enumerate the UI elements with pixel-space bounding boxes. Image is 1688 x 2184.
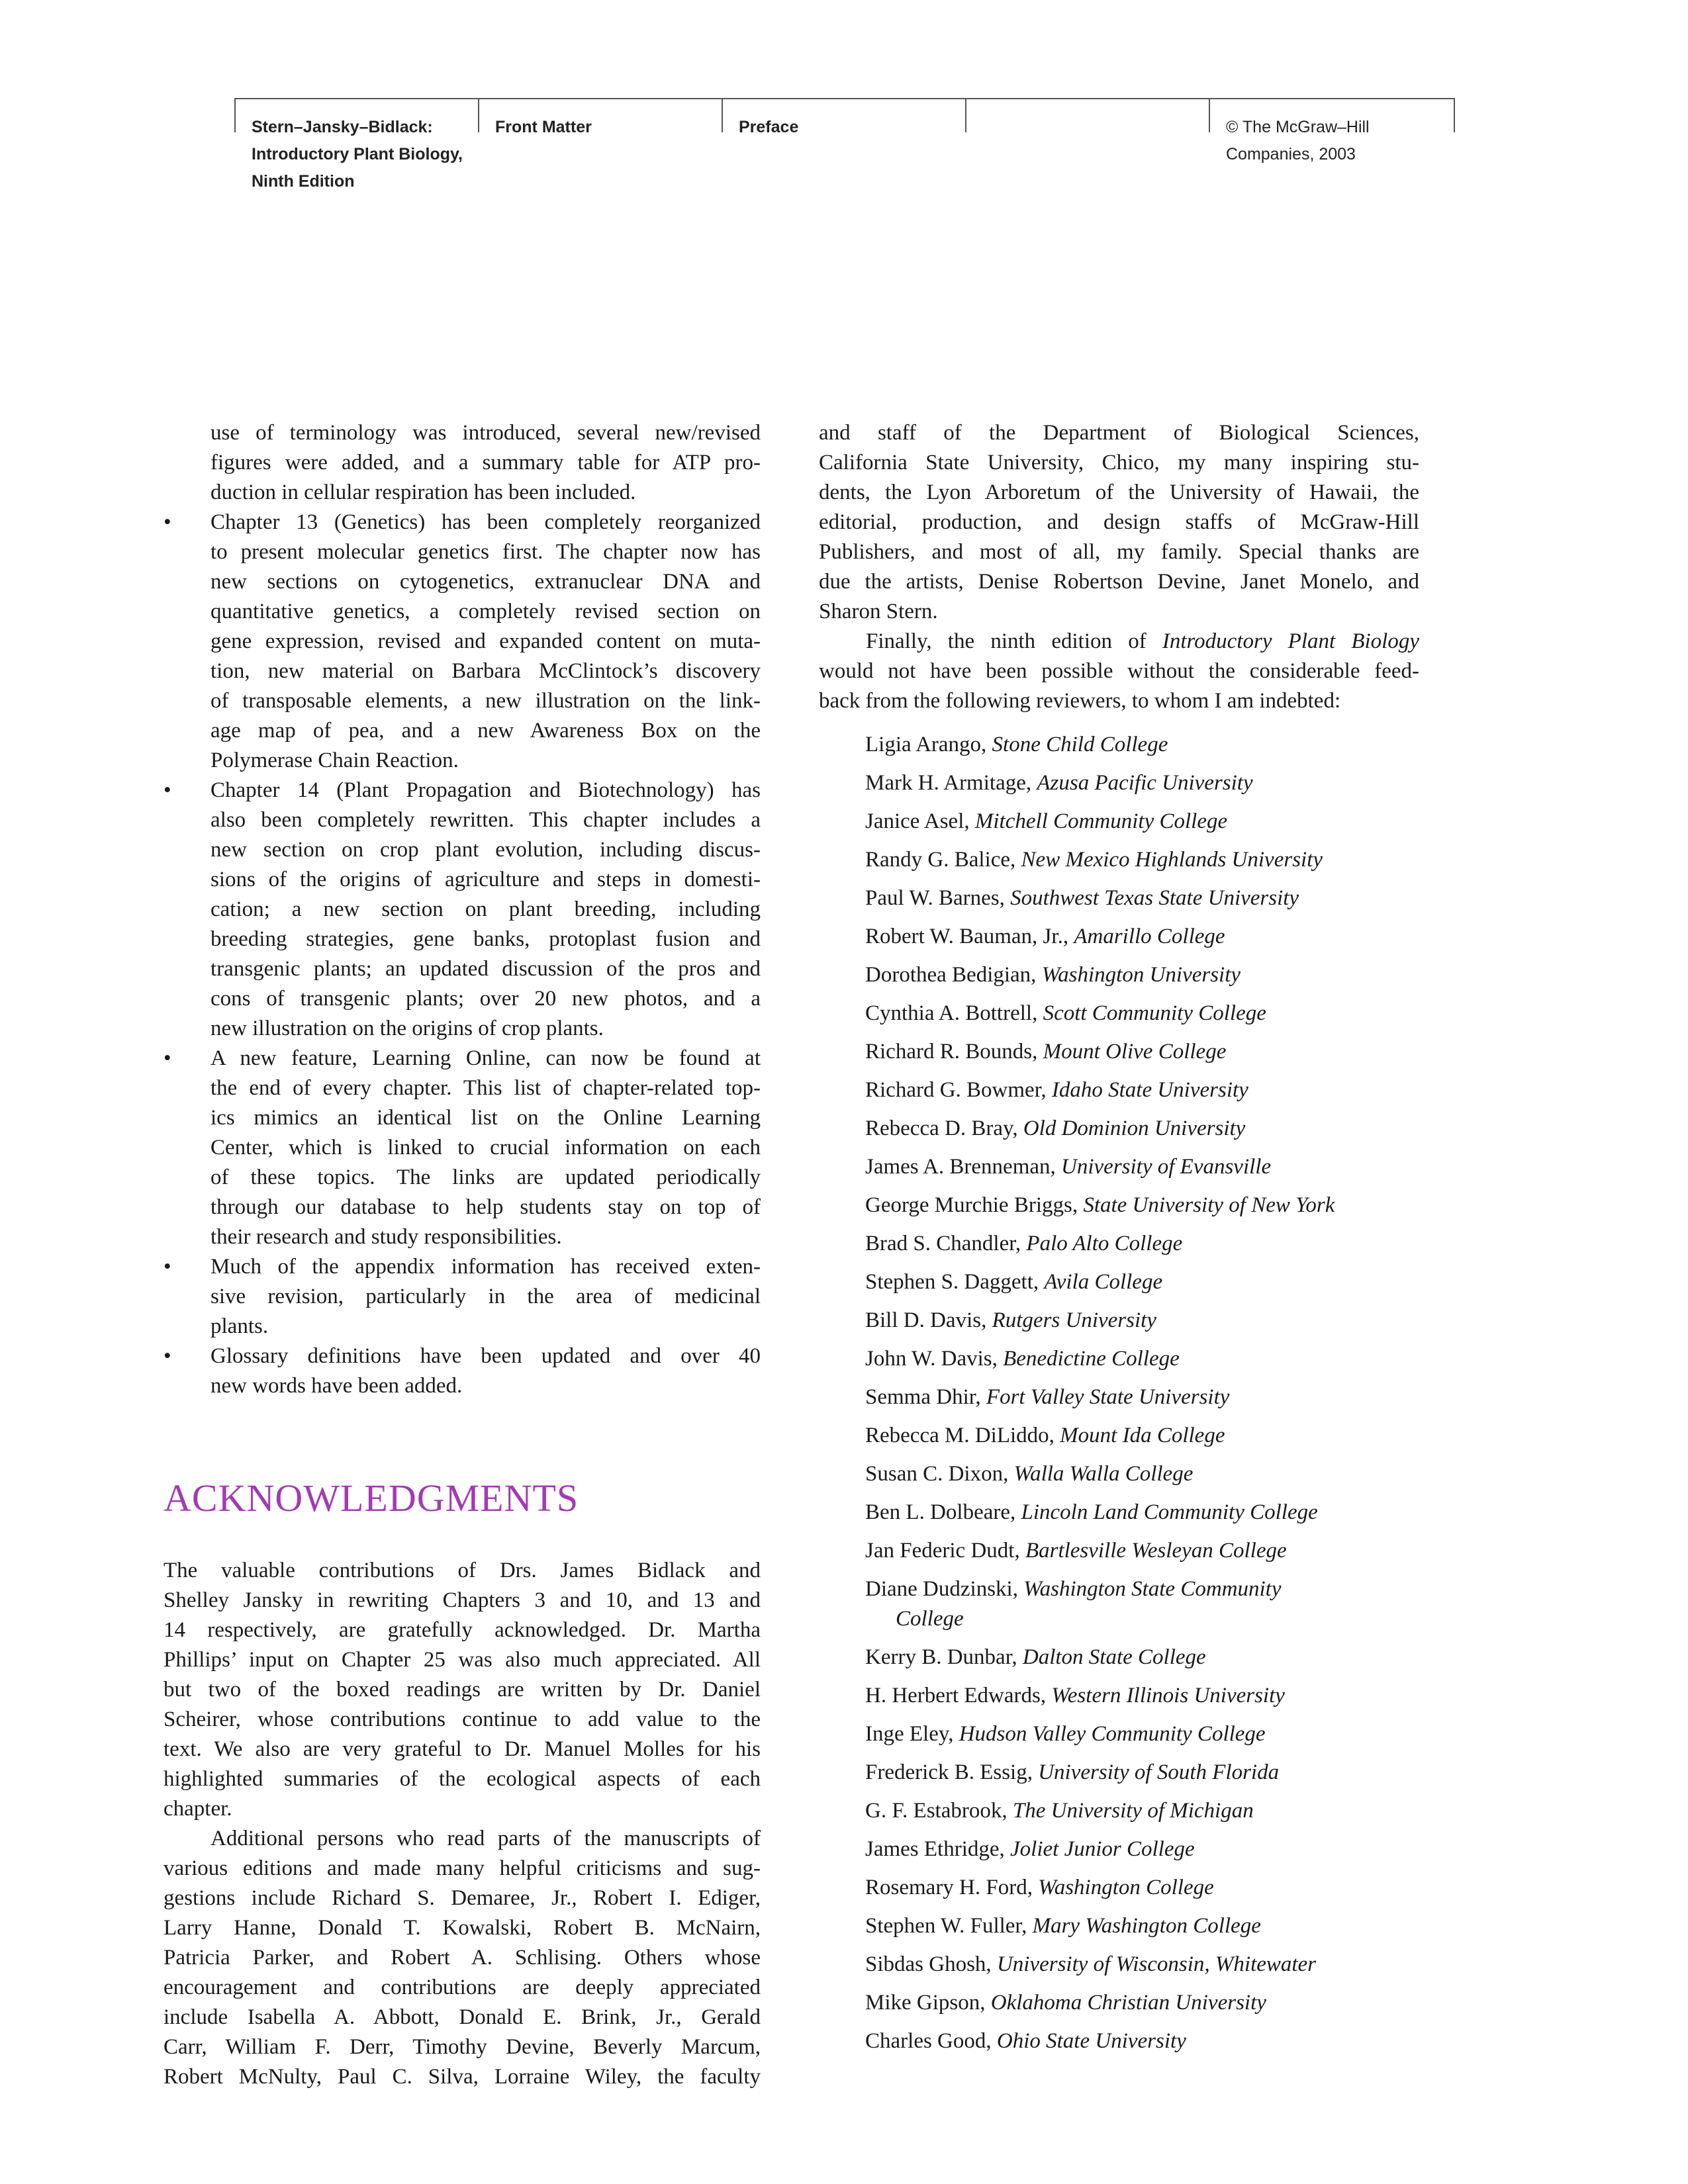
text-line: gestions include Richard S. Demaree, Jr., Robert I. Ediger, (164, 1886, 761, 1910)
reviewer-entry (865, 884, 1419, 913)
reviewer-entry (865, 845, 1419, 875)
bullet-icon: • (164, 510, 171, 534)
text-line: their research and study responsibilities. (211, 1225, 562, 1249)
text-line: through our database to help students stay on top of (211, 1195, 761, 1219)
reviewer-name: Semma Dhir, (865, 1385, 986, 1409)
text-line: The valuable contributions of Drs. James Bidlack and (164, 1559, 761, 1582)
text-line: new section on crop plant evolution, including discus- (211, 838, 761, 862)
bullet-item (164, 776, 761, 1044)
text-line: 14 respectively, are gratefully acknowledged. Dr. Martha (164, 1618, 761, 1642)
header-divider (965, 99, 966, 132)
reviewer-name: Paul W. Barnes, (865, 886, 1011, 910)
reviewer-entry (865, 1643, 1419, 1672)
reviewer-name: Brad S. Chandler, (865, 1232, 1027, 1255)
reviewer-name: Ligia Arango, (865, 733, 992, 756)
header-section (495, 114, 592, 141)
acknowledgments-paragraph (164, 1556, 761, 1824)
reviewer-entry (865, 1152, 1419, 1182)
reviewer-entry (865, 807, 1419, 837)
text-line: Much of the appendix information has received exten- (211, 1255, 761, 1279)
reviewer-institution: University of South Florida (1038, 1760, 1280, 1784)
reviewer-institution: University of Wisconsin, Whitewater (996, 1952, 1317, 1976)
reviewer-entry (865, 1037, 1419, 1067)
header-divider (478, 99, 479, 132)
text-line: A new feature, Learning Online, can now be found at (211, 1046, 761, 1070)
reviewer-entry (865, 1719, 1419, 1749)
header-divider (1209, 99, 1210, 132)
text-line: Glossary definitions have been updated and over 40 (211, 1344, 761, 1368)
text-line: Scheirer, whose contributions continue to add value to the (164, 1707, 761, 1731)
reviewer-institution: University of Evansville (1061, 1155, 1272, 1179)
reviewer-list (819, 730, 1419, 2056)
reviewer-institution: Palo Alto College (1026, 1232, 1183, 1255)
reviewer-entry (865, 1536, 1419, 1566)
text-line: quantitative genetics, a completely revised section on (211, 600, 761, 623)
reviewer-entry (865, 1574, 1419, 1634)
text-line: Larry Hanne, Donald T. Kowalski, Robert B. McNairn, (164, 1916, 761, 1940)
text-line: Chapter 13 (Genetics) has been completely reorganized (211, 510, 761, 534)
reviewer-institution: Washington University (1041, 963, 1241, 987)
bullet-icon: • (164, 1255, 171, 1279)
text-line: Chapter 14 (Plant Propagation and Biotechnology) has (211, 778, 761, 802)
text-line: back from the following reviewers, to whom I am indebted: (819, 689, 1341, 713)
reviewer-institution: Mary Washington College (1032, 1914, 1261, 1938)
reviewer-name: Rosemary H. Ford, (865, 1876, 1039, 1899)
text-line: Phillips’ input on Chapter 25 was also much appreciated. All (164, 1648, 761, 1672)
reviewer-entry (865, 1421, 1419, 1451)
reviewer-institution: Washington College (1038, 1876, 1214, 1899)
reviewer-entry (865, 2026, 1419, 2056)
reviewer-name: Inge Eley, (865, 1722, 959, 1746)
reviewer-institution: Avila College (1044, 1270, 1163, 1294)
header-book-line: Stern–Jansky–Bidlack: (252, 118, 433, 136)
reviewer-name: Charles Good, (865, 2029, 997, 2053)
reviewer-entry (865, 1383, 1419, 1412)
reviewer-name: H. Herbert Edwards, (865, 1684, 1052, 1707)
text-line: sive revision, particularly in the area of medicinal (211, 1285, 761, 1308)
reviewer-name: Mark H. Armitage, (865, 771, 1037, 795)
text-line: sions of the origins of agriculture and steps in domesti- (211, 868, 761, 891)
text-line: breeding strategies, gene banks, protoplast fusion and (211, 927, 761, 951)
reviewer-institution: State University of New York (1083, 1193, 1335, 1217)
text-line: use of terminology was introduced, several new/revised (211, 421, 761, 445)
reviewer-institution: Oklahoma Christian University (990, 1991, 1266, 2015)
text-line: text. We also are very grateful to Dr. Manuel Molles for his (164, 1737, 761, 1761)
reviewer-name: Mike Gipson, (865, 1991, 991, 2015)
reviewer-institution: Amarillo College (1074, 925, 1225, 948)
text-line: the end of every chapter. This list of chapter-related top- (211, 1076, 761, 1100)
bullet-text (211, 776, 761, 1044)
reviewer-entry (865, 1988, 1419, 2018)
reviewer-institution: Lincoln Land Community College (1021, 1500, 1318, 1524)
reviewers-intro-paragraph (819, 627, 1419, 716)
reviewer-name: Janice Asel, (865, 809, 975, 833)
text-line: Additional persons who read parts of the manuscripts of (211, 1827, 761, 1850)
reviewer-institution: Scott Community College (1043, 1001, 1266, 1025)
text-line: various editions and made many helpful criticisms and sug- (164, 1856, 761, 1880)
reviewer-name: Sibdas Ghosh, (865, 1952, 997, 1976)
text-line: but two of the boxed readings are written by Dr. Daniel (164, 1678, 761, 1702)
bullet-icon: • (164, 1344, 171, 1368)
reviewer-entry (865, 922, 1419, 952)
reviewer-institution: Mount Ida College (1060, 1424, 1225, 1447)
reviewer-name: Robert W. Bauman, Jr., (865, 925, 1074, 948)
bullet-text (211, 1044, 761, 1252)
reviewer-name: Jan Federic Dudt, (865, 1539, 1025, 1563)
reviewer-institution: Mount Olive College (1043, 1040, 1227, 1064)
reviewer-name: Richard G. Bowmer, (865, 1078, 1052, 1102)
text-line: due the artists, Denise Robertson Devine, Janet Monelo, and (819, 570, 1419, 594)
reviewer-institution: Mitchell Community College (974, 809, 1228, 833)
reviewer-name: Susan C. Dixon, (865, 1462, 1014, 1486)
text-line: age map of pea, and a new Awareness Box on the (211, 719, 761, 743)
text-line: cation; a new section on plant breeding, including (211, 897, 761, 921)
reviewer-name: Stephen W. Fuller, (865, 1914, 1033, 1938)
reviewer-name: Richard R. Bounds, (865, 1040, 1043, 1064)
bullet-item (164, 1342, 761, 1401)
reviewer-institution: Joliet Junior College (1010, 1837, 1195, 1861)
text-line: plants. (211, 1314, 269, 1338)
bullet-item (164, 1044, 761, 1252)
reviewer-entry (865, 1306, 1419, 1336)
book-title: Introductory Plant Biology (1162, 629, 1419, 653)
reviewer-institution: Western Illinois University (1051, 1684, 1285, 1707)
reviewer-institution: Idaho State University (1051, 1078, 1248, 1102)
reviewer-institution: Bartlesville Wesleyan College (1025, 1539, 1287, 1563)
text-line: figures were added, and a summary table for ATP pro- (211, 451, 761, 475)
text-line: gene expression, revised and expanded content on muta- (211, 629, 761, 653)
text-line: new illustration on the origins of crop plants. (211, 1017, 604, 1040)
reviewer-entry (865, 768, 1419, 798)
reviewer-institution: Stone Child College (992, 733, 1168, 756)
acknowledgments-paragraph (164, 1824, 761, 2092)
reviewer-entry (865, 1950, 1419, 1979)
header-chapter-label: Preface (739, 118, 799, 136)
reviewer-name: Kerry B. Dunbar, (865, 1645, 1023, 1669)
text-line: chapter. (164, 1797, 232, 1821)
text-line: California State University, Chico, my many inspiring stu- (819, 451, 1419, 475)
reviewer-entry (865, 1681, 1419, 1711)
reviewer-entry (865, 1114, 1419, 1144)
header-chapter (739, 114, 798, 141)
text-line: Carr, William F. Derr, Timothy Devine, Beverly Marcum, (164, 2035, 761, 2059)
text-line: and staff of the Department of Biological Sciences, (819, 421, 1419, 445)
text-line: Publishers, and most of all, my family. Special thanks are (819, 540, 1419, 564)
header-section-label: Front Matter (495, 118, 592, 136)
text-line: would not have been possible without the considerable feed- (819, 659, 1419, 683)
text-line (819, 627, 1419, 657)
text-line: Center, which is linked to crucial information on each (211, 1136, 761, 1160)
reviewer-name: Stephen S. Daggett, (865, 1270, 1045, 1294)
reviewer-name: Rebecca D. Bray, (865, 1116, 1023, 1140)
text-line: cons of transgenic plants; over 20 new photos, and a (211, 987, 761, 1011)
text-line: duction in cellular respiration has been included. (211, 480, 636, 504)
reviewer-entry (865, 1796, 1419, 1826)
reviewer-name: Diane Dudzinski, (865, 1577, 1024, 1601)
reviewer-name: Frederick B. Essig, (865, 1760, 1039, 1784)
running-header (234, 98, 1455, 191)
acknowledgments-heading: ACKNOWLEDGMENTS (164, 1477, 579, 1520)
bullet-item (164, 1252, 761, 1342)
acknowledgments-paragraph (819, 418, 1419, 627)
text-line: of these topics. The links are updated periodically (211, 1165, 761, 1189)
reviewer-entry (865, 1075, 1419, 1105)
text-line: also been completely rewritten. This chapter includes a (211, 808, 761, 832)
reviewer-entry (865, 730, 1419, 760)
text-line: Sharon Stern. (819, 600, 938, 623)
reviewer-name: George Murchie Briggs, (865, 1193, 1084, 1217)
reviewer-institution: The University of Michigan (1012, 1799, 1254, 1823)
reviewer-name: John W. Davis, (865, 1347, 1004, 1371)
text-line: ics mimics an identical list on the Online Learning (211, 1106, 761, 1130)
text-line: transgenic plants; an updated discussion of the pros and (211, 957, 761, 981)
reviewer-entry (865, 1873, 1419, 1903)
header-book-line: Ninth Edition (252, 172, 355, 191)
reviewer-institution: Ohio State University (996, 2029, 1186, 2053)
left-column (164, 418, 761, 2092)
reviewer-institution: Rutgers University (992, 1308, 1156, 1332)
reviewer-institution: Benedictine College (1003, 1347, 1180, 1371)
text-line: new sections on cytogenetics, extranuclear DNA and (211, 570, 761, 594)
reviewer-entry (865, 1267, 1419, 1297)
reviewer-entry (865, 1229, 1419, 1259)
text-line: new words have been added. (211, 1374, 463, 1398)
reviewer-institution-continuation: College (896, 1607, 964, 1631)
reviewer-entry (865, 1758, 1419, 1788)
reviewer-name: Randy G. Balice, (865, 848, 1021, 872)
reviewer-entry (865, 960, 1419, 990)
header-divider (722, 99, 723, 132)
text-line: Shelley Jansky in rewriting Chapters 3 and 10, and 13 and (164, 1588, 761, 1612)
reviewer-institution: Hudson Valley Community College (959, 1722, 1266, 1746)
reviewer-institution: Washington State Community (1023, 1577, 1282, 1601)
reviewer-institution: New Mexico Highlands University (1021, 848, 1323, 872)
text-line: encouragement and contributions are deeply appreciated (164, 1976, 761, 1999)
reviewer-entry (865, 999, 1419, 1028)
reviewer-entry (865, 1191, 1419, 1220)
header-copyright (1226, 114, 1370, 168)
text-line: tion, new material on Barbara McClintock’s discovery (211, 659, 761, 683)
reviewer-name: Cynthia A. Bottrell, (865, 1001, 1043, 1025)
reviewer-entry (865, 1459, 1419, 1489)
text-line: Robert McNulty, Paul C. Silva, Lorraine Wiley, the faculty (164, 2065, 761, 2089)
reviewer-name: Dorothea Bedigian, (865, 963, 1042, 987)
reviewer-name: Bill D. Davis, (865, 1308, 992, 1332)
reviewer-name: James A. Brenneman, (865, 1155, 1062, 1179)
header-copyright-line: Companies, 2003 (1226, 145, 1356, 163)
reviewer-name: G. F. Estabrook, (865, 1799, 1013, 1823)
bullet-text (211, 1252, 761, 1342)
reviewer-institution: Azusa Pacific University (1037, 771, 1253, 795)
text-line: Patricia Parker, and Robert A. Schlising. Others whose (164, 1946, 761, 1970)
reviewer-name: James Ethridge, (865, 1837, 1011, 1861)
text-line: Polymerase Chain Reaction. (211, 749, 459, 772)
text-run: Finally, the ninth edition of (866, 629, 1162, 653)
right-column (819, 418, 1419, 2065)
text-line: highlighted summaries of the ecological aspects of each (164, 1767, 761, 1791)
reviewer-name: Ben L. Dolbeare, (865, 1500, 1021, 1524)
bullet-icon: • (164, 778, 171, 802)
reviewer-institution: Southwest Texas State University (1010, 886, 1299, 910)
reviewer-institution: Dalton State College (1022, 1645, 1206, 1669)
bullet-continuation (164, 418, 761, 508)
reviewer-institution: Old Dominion University (1023, 1116, 1246, 1140)
reviewer-entry (865, 1835, 1419, 1864)
text-line: to present molecular genetics first. The chapter now has (211, 540, 761, 564)
reviewer-entry (865, 1344, 1419, 1374)
reviewer-entry (865, 1498, 1419, 1527)
text-line: include Isabella A. Abbott, Donald E. Brink, Jr., Gerald (164, 2005, 761, 2029)
bullet-text (211, 1342, 761, 1401)
reviewer-name: Rebecca M. DiLiddo, (865, 1424, 1060, 1447)
bullet-icon: • (164, 1046, 171, 1070)
reviewer-institution: Walla Walla College (1013, 1462, 1194, 1486)
header-copyright-line: © The McGraw–Hill (1226, 118, 1370, 136)
text-line: dents, the Lyon Arboretum of the University of Hawaii, the (819, 480, 1419, 504)
revision-bullet-list (164, 508, 761, 1401)
header-book-title (252, 114, 463, 195)
bullet-item (164, 508, 761, 776)
bullet-text (211, 508, 761, 776)
text-line: editorial, production, and design staffs of McGraw-Hill (819, 510, 1419, 534)
reviewer-entry (865, 1911, 1419, 1941)
reviewer-institution: Fort Valley State University (986, 1385, 1230, 1409)
header-book-line: Introductory Plant Biology, (252, 145, 463, 163)
text-line: of transposable elements, a new illustration on the link- (211, 689, 761, 713)
